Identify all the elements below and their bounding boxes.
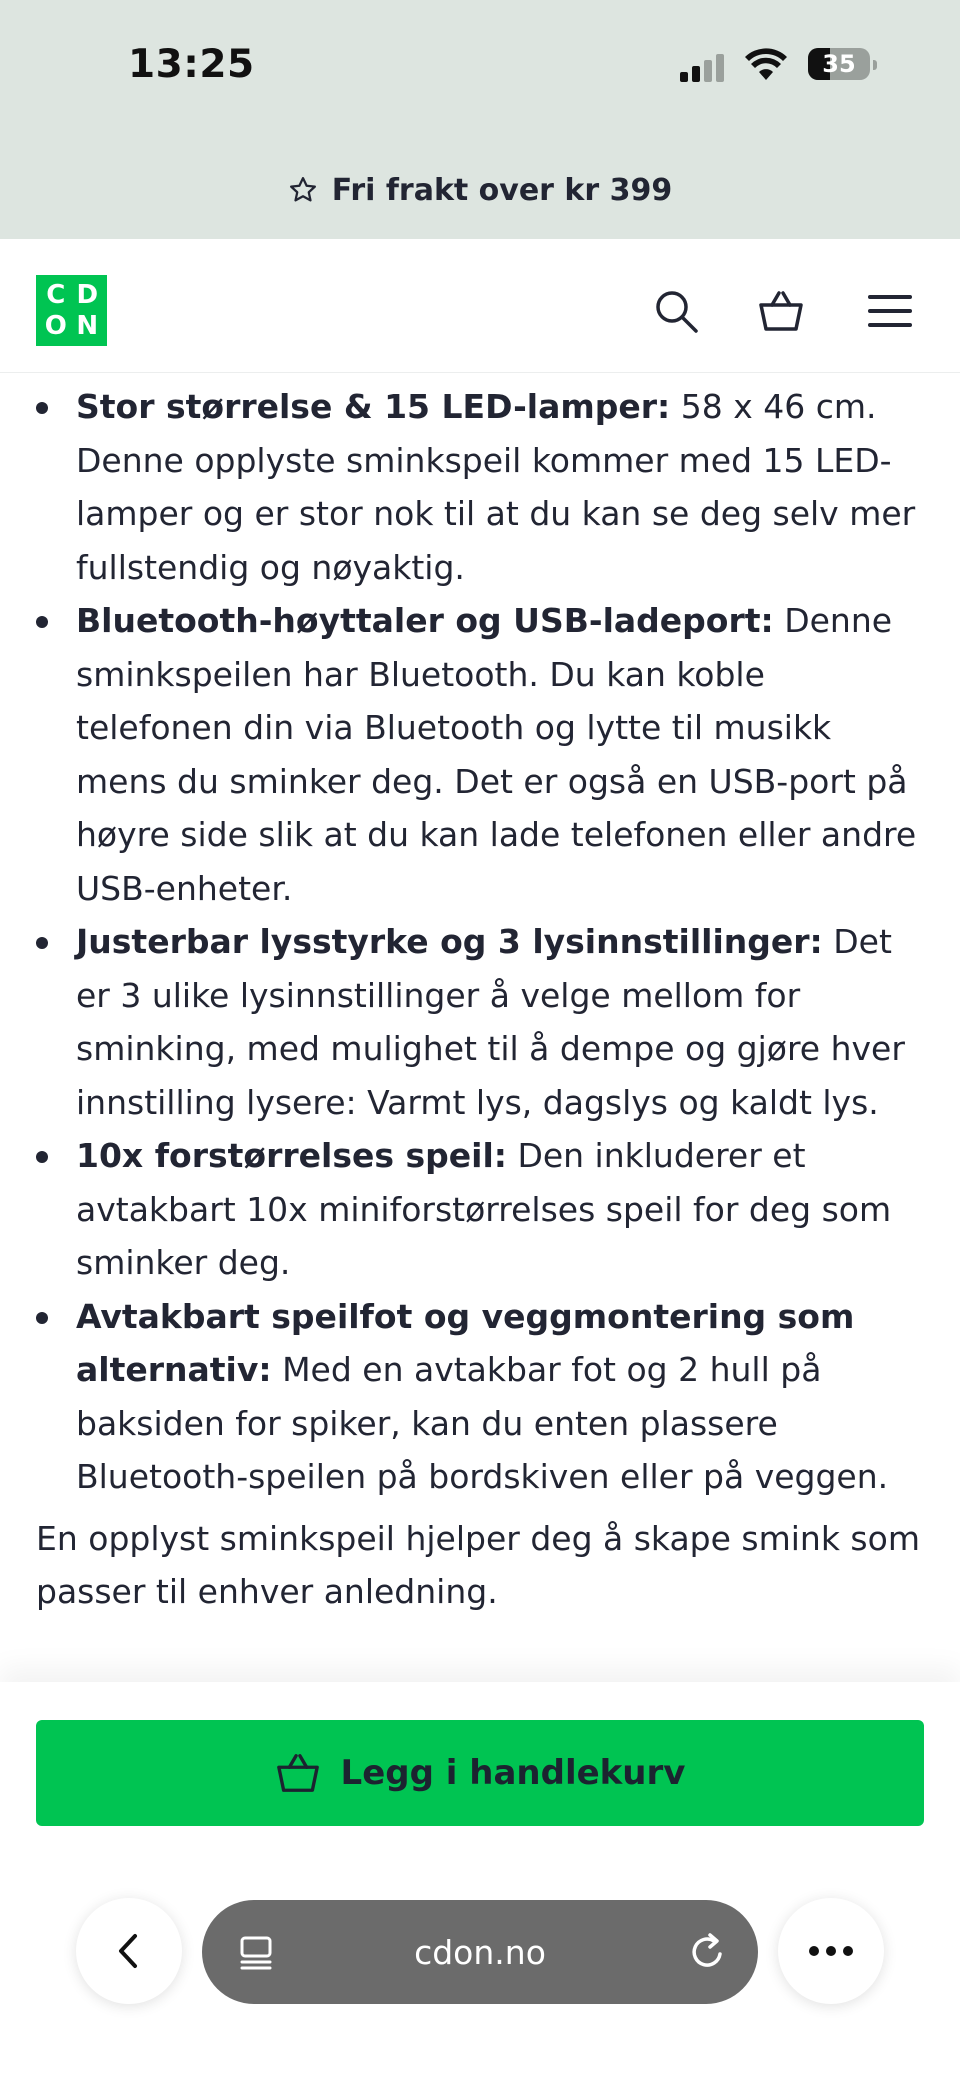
feature-title: Avtakbart speilfot og veggmontering som alternativ:: [76, 1296, 855, 1389]
add-to-cart-label: Legg i handlekurv: [340, 1753, 686, 1793]
cdon-logo[interactable]: [36, 275, 107, 346]
address-bar[interactable]: [202, 1900, 758, 2004]
menu-icon[interactable]: [866, 287, 914, 335]
more-icon: [807, 1944, 855, 1958]
list-item: [36, 380, 926, 594]
battery-icon: [808, 48, 870, 80]
list-item: [36, 594, 926, 915]
product-description: [36, 380, 926, 1619]
feature-text: 58 x 46 cm. Denne opplyste sminkspeil kommer med 15 LED-lamper og er stor nok til at du kan se deg selv mer fullstendig og nøyaktig.: [76, 387, 916, 587]
logo-letter: N: [76, 311, 99, 342]
list-item: [36, 1129, 926, 1290]
reload-icon[interactable]: [688, 1932, 728, 1972]
promo-text: Fri frakt over kr 399: [331, 172, 673, 208]
feature-title: Stor størrelse & 15 LED-lamper:: [76, 387, 671, 426]
signal-icon: [680, 52, 730, 82]
feature-text: Med en avtakbar fot og 2 hull på baksiden for spiker, kan du enten plassere Bluetooth-speilen på bordskiven eller på veggen.: [76, 1350, 889, 1496]
feature-text: Den inkluderer et avtakbart 10x miniforstørrelses speil for deg som sminker deg.: [76, 1136, 892, 1282]
wifi-icon: [744, 48, 788, 82]
feature-list: [36, 380, 926, 1504]
site-header: [0, 239, 960, 373]
cart-bar: [0, 1682, 960, 2081]
promo-banner[interactable]: [0, 165, 960, 215]
list-item: [36, 1290, 926, 1504]
basket-icon: [275, 1750, 321, 1796]
logo-letter: O: [44, 311, 67, 342]
list-item: [36, 915, 926, 1129]
feature-title: Bluetooth-høyttaler og USB-ladeport:: [76, 601, 774, 640]
closing-paragraph: En opplyst sminkspeil hjelper deg å skape smink som passer til enhver anledning.: [36, 1518, 920, 1611]
top-band: [0, 0, 960, 239]
url-text: cdon.no: [414, 1932, 546, 1972]
more-button[interactable]: [778, 1898, 884, 2004]
logo-letter: C: [46, 279, 66, 310]
status-time: 13:25: [128, 42, 255, 87]
star-icon: [288, 175, 318, 205]
back-chevron-icon: [109, 1931, 149, 1971]
feature-text: Det er 3 ulike lysinnstillinger å velge mellom for sminking, med mulighet til å dempe og gjøre hver innstilling lysere: Varmt lys, dagslys og kaldt lys.: [76, 922, 905, 1122]
feature-title: 10x forstørrelses speil:: [76, 1136, 507, 1175]
back-button[interactable]: [76, 1898, 182, 2004]
logo-letter: D: [76, 279, 99, 310]
feature-text: Denne sminkspeilen har Bluetooth. Du kan koble telefonen din via Bluetooth og lytte til musikk mens du sminker deg. Det er også en USB-port på høyre side slik at du kan lade telefonen eller andre USB-enheter.: [76, 601, 917, 908]
search-icon[interactable]: [652, 287, 700, 335]
battery-level: 35: [822, 50, 856, 78]
add-to-cart-button[interactable]: [36, 1720, 924, 1826]
basket-icon[interactable]: [757, 287, 805, 335]
page-menu-icon[interactable]: [238, 1934, 274, 1970]
feature-title: Justerbar lysstyrke og 3 lysinnstillinger:: [76, 922, 823, 961]
